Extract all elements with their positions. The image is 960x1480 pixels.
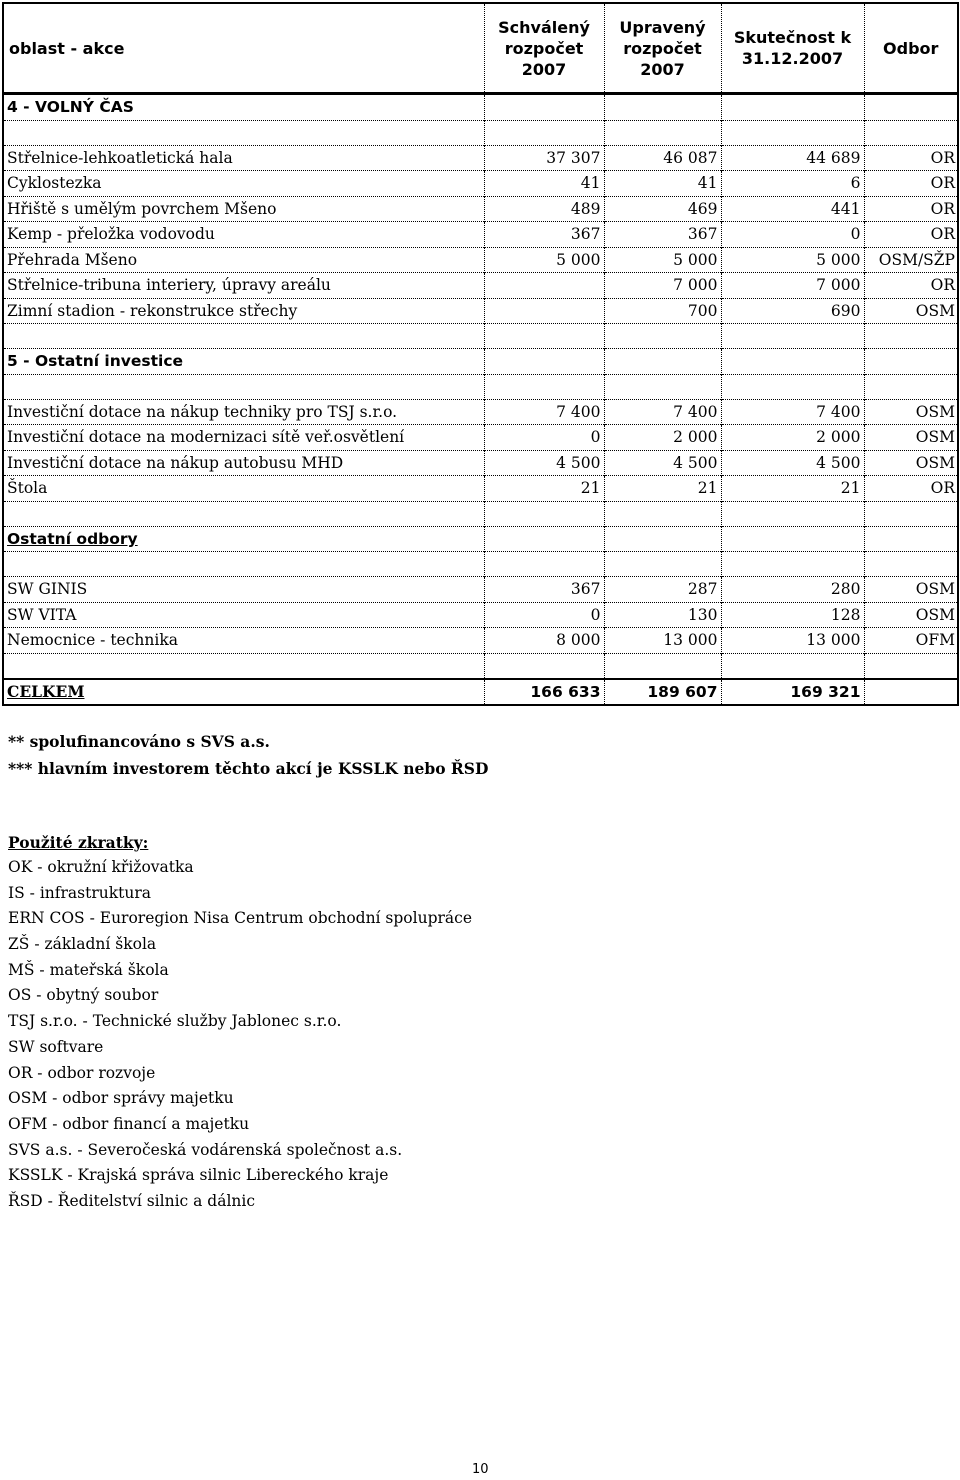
table-row [4, 577, 957, 603]
item-name: SW GINIS [4, 577, 484, 603]
actual-value: 441 [721, 196, 864, 222]
budget-table-frame [2, 2, 959, 706]
empty-cell [484, 349, 604, 375]
footnotes [8, 728, 488, 782]
item-name: Investiční dotace na modernizaci sítě veř.osvětlení [4, 425, 484, 451]
section-header-row [4, 349, 957, 375]
empty-cell [484, 653, 604, 679]
approved-value: 8 000 [484, 628, 604, 654]
adjusted-value: 2 000 [604, 425, 721, 451]
empty-cell [721, 120, 864, 145]
empty-cell [864, 653, 957, 679]
abbreviation-item: ZŠ - základní škola [8, 935, 157, 954]
approved-value: 367 [484, 577, 604, 603]
empty-cell [864, 349, 957, 375]
empty-cell [604, 653, 721, 679]
empty-cell [4, 324, 484, 349]
actual-value: 5 000 [721, 247, 864, 273]
item-name: Hřiště s umělým povrchem Mšeno [4, 196, 484, 222]
empty-cell [4, 501, 484, 526]
section-title: 5 - Ostatní investice [4, 349, 484, 375]
empty-cell [721, 552, 864, 577]
empty-cell [864, 94, 957, 121]
table-row [4, 298, 957, 324]
empty-cell [864, 120, 957, 145]
adjusted-value: 4 500 [604, 450, 721, 476]
abbreviation-item: IS - infrastruktura [8, 883, 151, 902]
item-name: Přehrada Mšeno [4, 247, 484, 273]
dept-value: OSM [864, 399, 957, 425]
actual-value: 7 400 [721, 399, 864, 425]
adjusted-value: 287 [604, 577, 721, 603]
empty-cell [4, 120, 484, 145]
abbreviation-item: TSJ s.r.o. - Technické služby Jablonec s.r.o. [8, 1012, 342, 1031]
empty-cell [864, 679, 957, 705]
empty-cell [604, 349, 721, 375]
budget-table [4, 4, 957, 704]
dept-value: OR [864, 145, 957, 171]
dept-value: OFM [864, 628, 957, 654]
item-name: Cyklostezka [4, 171, 484, 197]
total-actual: 169 321 [721, 679, 864, 705]
empty-cell [604, 552, 721, 577]
spacer-row [4, 653, 957, 679]
header-dept: Odbor [864, 4, 957, 94]
approved-value [484, 298, 604, 324]
abbreviation-item: KSSLK - Krajská správa silnic Libereckého kraje [8, 1166, 389, 1185]
empty-cell [484, 94, 604, 121]
empty-cell [484, 324, 604, 349]
adjusted-value: 21 [604, 476, 721, 502]
empty-cell [864, 374, 957, 399]
approved-value: 7 400 [484, 399, 604, 425]
item-name: Štola [4, 476, 484, 502]
actual-value: 7 000 [721, 273, 864, 299]
abbreviation-item: OS - obytný soubor [8, 986, 159, 1005]
empty-cell [4, 374, 484, 399]
section-title: 4 - VOLNÝ ČAS [4, 94, 484, 121]
adjusted-value: 41 [604, 171, 721, 197]
header-adjusted: Upravený rozpočet 2007 [604, 4, 721, 94]
empty-cell [864, 552, 957, 577]
actual-value: 4 500 [721, 450, 864, 476]
approved-value: 37 307 [484, 145, 604, 171]
table-row [4, 196, 957, 222]
dept-value: OSM [864, 577, 957, 603]
actual-value: 280 [721, 577, 864, 603]
section-header-row [4, 94, 957, 121]
actual-value: 13 000 [721, 628, 864, 654]
empty-cell [721, 526, 864, 552]
empty-cell [721, 653, 864, 679]
dept-value: OSM [864, 602, 957, 628]
abbreviations-list [8, 830, 472, 1215]
table-row [4, 399, 957, 425]
item-name: SW VITA [4, 602, 484, 628]
empty-cell [4, 552, 484, 577]
abbreviation-item: OFM - odbor financí a majetku [8, 1114, 250, 1133]
empty-cell [484, 552, 604, 577]
approved-value: 0 [484, 602, 604, 628]
empty-cell [864, 324, 957, 349]
item-name: Investiční dotace na nákup autobusu MHD [4, 450, 484, 476]
empty-cell [484, 526, 604, 552]
empty-cell [604, 94, 721, 121]
total-row [4, 679, 957, 705]
spacer-row [4, 374, 957, 399]
table-row [4, 602, 957, 628]
adjusted-value: 700 [604, 298, 721, 324]
dept-value: OR [864, 196, 957, 222]
table-row [4, 628, 957, 654]
header-approved: Schválený rozpočet 2007 [484, 4, 604, 94]
total-label: CELKEM [4, 679, 484, 705]
spacer-row [4, 552, 957, 577]
actual-value: 2 000 [721, 425, 864, 451]
empty-cell [721, 94, 864, 121]
adjusted-value: 7 000 [604, 273, 721, 299]
dept-value: OSM/SŽP [864, 247, 957, 273]
actual-value: 6 [721, 171, 864, 197]
approved-value [484, 273, 604, 299]
adjusted-value: 13 000 [604, 628, 721, 654]
table-row [4, 273, 957, 299]
spacer-row [4, 324, 957, 349]
item-name: Investiční dotace na nákup techniky pro TSJ s.r.o. [4, 399, 484, 425]
empty-cell [484, 120, 604, 145]
adjusted-value: 130 [604, 602, 721, 628]
table-row [4, 171, 957, 197]
item-name: Nemocnice - technika [4, 628, 484, 654]
adjusted-value: 367 [604, 222, 721, 248]
abbreviation-item: OK - okružní křižovatka [8, 858, 194, 876]
empty-cell [604, 324, 721, 349]
approved-value: 5 000 [484, 247, 604, 273]
table-row [4, 222, 957, 248]
abbreviation-item: MŠ - mateřská škola [8, 960, 169, 979]
table-row [4, 145, 957, 171]
empty-cell [484, 501, 604, 526]
empty-cell [604, 501, 721, 526]
spacer-row [4, 501, 957, 526]
empty-cell [604, 526, 721, 552]
adjusted-value: 7 400 [604, 399, 721, 425]
item-name: Střelnice-tribuna interiery, úpravy areálu [4, 273, 484, 299]
table-row [4, 425, 957, 451]
actual-value: 44 689 [721, 145, 864, 171]
empty-cell [721, 349, 864, 375]
actual-value: 128 [721, 602, 864, 628]
table-row [4, 476, 957, 502]
adjusted-value: 5 000 [604, 247, 721, 273]
abbreviation-item: SVS a.s. - Severočeská vodárenská společnost a.s. [8, 1140, 403, 1159]
abbreviation-item: SW softvare [8, 1037, 104, 1056]
section-title: Ostatní odbory [4, 526, 484, 552]
dept-value: OSM [864, 298, 957, 324]
adjusted-value: 469 [604, 196, 721, 222]
spacer-row [4, 120, 957, 145]
approved-value: 41 [484, 171, 604, 197]
abbreviation-item: OR - odbor rozvoje [8, 1063, 156, 1082]
empty-cell [864, 526, 957, 552]
approved-value: 0 [484, 425, 604, 451]
dept-value: OR [864, 273, 957, 299]
dept-value: OR [864, 476, 957, 502]
actual-value: 21 [721, 476, 864, 502]
dept-value: OR [864, 171, 957, 197]
dept-value: OSM [864, 450, 957, 476]
empty-cell [721, 374, 864, 399]
footnote-cofinanced: ** spolufinancováno s SVS a.s. [8, 732, 270, 751]
abbreviation-item: ERN COS - Euroregion Nisa Centrum obchodní spolupráce [8, 909, 473, 928]
empty-cell [721, 501, 864, 526]
item-name: Kemp - přeložka vodovodu [4, 222, 484, 248]
approved-value: 489 [484, 196, 604, 222]
empty-cell [721, 324, 864, 349]
approved-value: 21 [484, 476, 604, 502]
header-actual: Skutečnost k 31.12.2007 [721, 4, 864, 94]
table-row [4, 450, 957, 476]
approved-value: 367 [484, 222, 604, 248]
total-adjusted: 189 607 [604, 679, 721, 705]
actual-value: 0 [721, 222, 864, 248]
adjusted-value: 46 087 [604, 145, 721, 171]
abbreviation-item: OSM - odbor správy majetku [8, 1089, 234, 1108]
table-row [4, 247, 957, 273]
empty-cell [484, 374, 604, 399]
header-area: oblast - akce [4, 4, 484, 94]
footnote-investor: *** hlavním investorem těchto akcí je KSSLK nebo ŘSD [8, 759, 489, 778]
actual-value: 690 [721, 298, 864, 324]
item-name: Střelnice-lehkoatletická hala [4, 145, 484, 171]
empty-cell [604, 374, 721, 399]
abbreviation-item: ŘSD - Ředitelství silnic a dálnic [8, 1191, 256, 1210]
empty-cell [864, 501, 957, 526]
item-name: Zimní stadion - rekonstrukce střechy [4, 298, 484, 324]
empty-cell [604, 120, 721, 145]
approved-value: 4 500 [484, 450, 604, 476]
table-header-row [4, 4, 957, 94]
dept-value: OSM [864, 425, 957, 451]
page-number: 10 [472, 1462, 489, 1477]
abbreviations-title: Použité zkratky: [8, 833, 149, 852]
empty-cell [4, 653, 484, 679]
section-header-row [4, 526, 957, 552]
dept-value: OR [864, 222, 957, 248]
total-approved: 166 633 [484, 679, 604, 705]
